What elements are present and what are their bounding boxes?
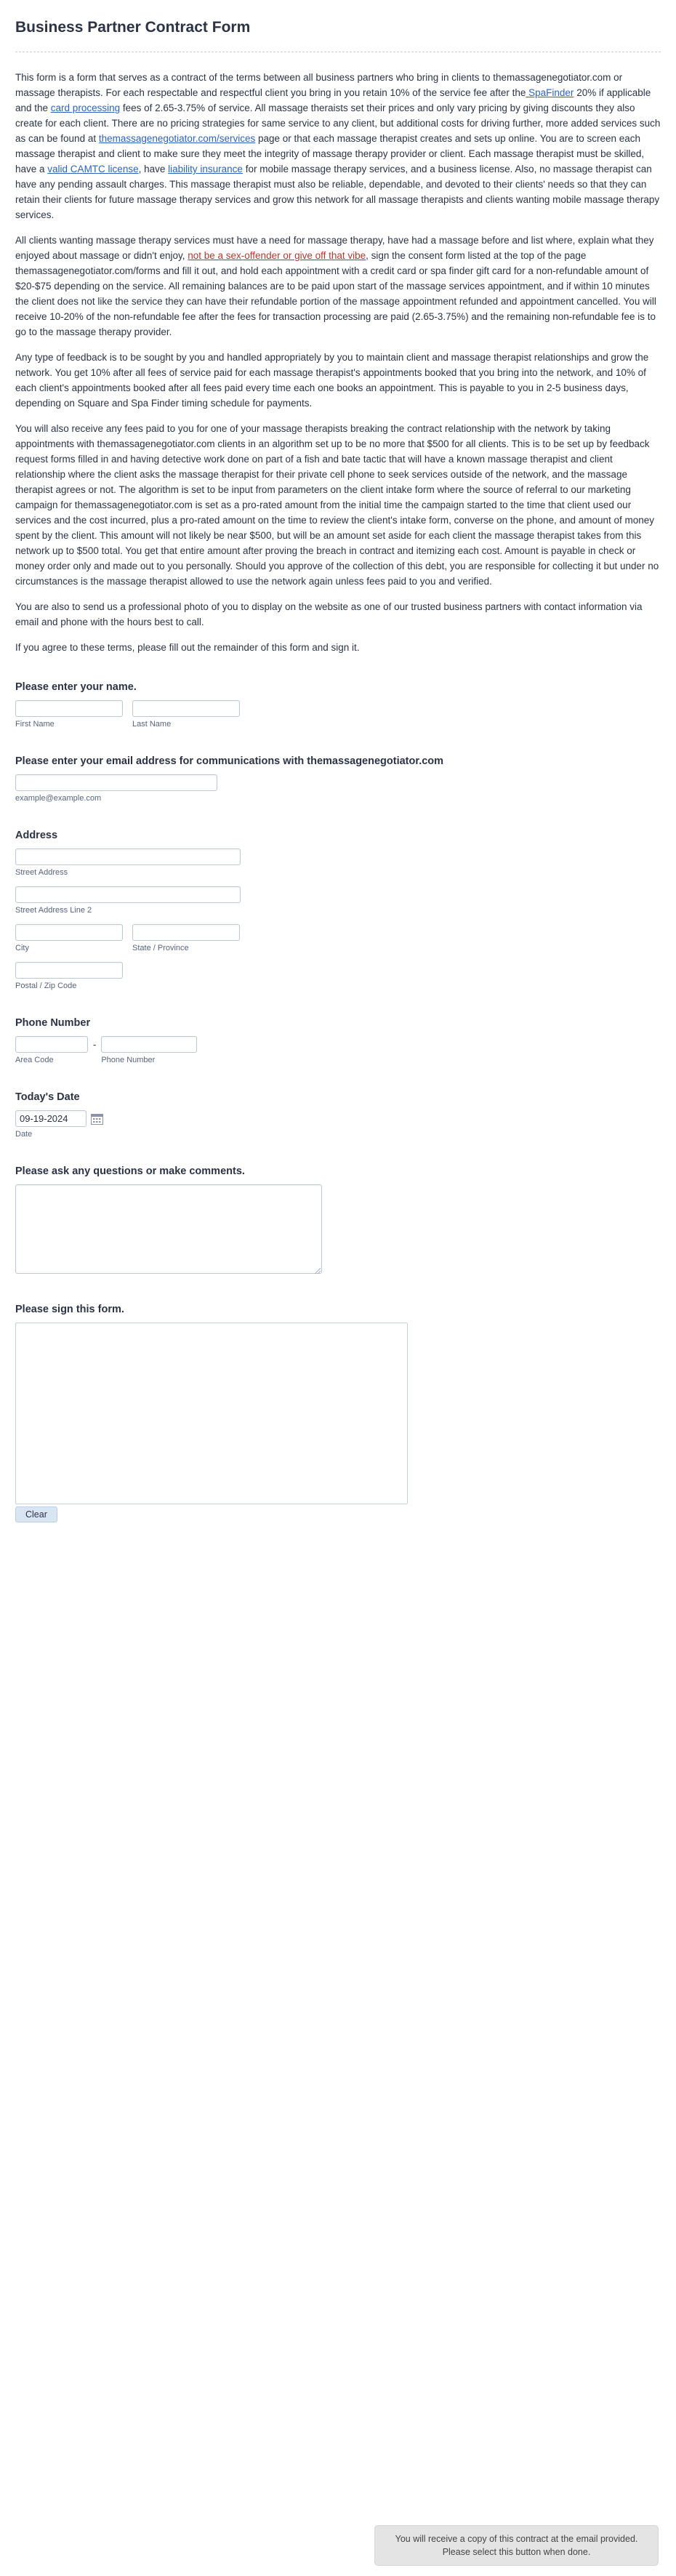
date-input-row: [15, 1110, 661, 1127]
city-input[interactable]: [15, 924, 123, 941]
street-address-line2-field: [15, 886, 661, 915]
date-input[interactable]: [15, 1110, 86, 1127]
address-question: [15, 830, 661, 991]
phone-inputs-row: [15, 1036, 661, 1065]
signature-pad[interactable]: [15, 1323, 408, 1504]
first-name-input[interactable]: [15, 700, 123, 717]
copy-notice-button[interactable]: You will receive a copy of this contract at the email provided. Please select this button when done.: [374, 2525, 659, 2566]
name-question-label: Please enter your name.: [15, 681, 137, 693]
state-field: [132, 924, 240, 953]
address-question-label: Address: [15, 830, 58, 841]
last-name-sublabel: Last Name: [132, 720, 172, 729]
contract-paragraph-2: All clients wanting massage therapy services must have a need for massage therapy, have had a massage before and list where, explain what they enjoyed about massage or didn't enjoy, not be a sex-offender or give off that vibe, sign the consent form listed at the top of the page themassagenegotiator.com/forms and fill it out, and hold each appointment with a credit card or spa finder gift card for a non-refundable amount of $20-$75 depending on the service. All remaining balances are to be paid upon start of the massage services appointment, and if within 10 minutes the client does not like the service they can have their refundable portion of the massage appointment refunded and appointment cancelled. You will receive 10-20% of the non-refundable fee after the fees for transaction processing are paid (2.65-3.75%) and the remaining non-refundable fee is to go to the massage therapy provider.: [15, 235, 656, 337]
first-name-field: [15, 700, 123, 729]
comments-question: [15, 1165, 661, 1277]
street-address-line2-sublabel: Street Address Line 2: [15, 906, 92, 915]
date-question: [15, 1091, 661, 1139]
phone-number-sublabel: Phone Number: [101, 1056, 156, 1064]
city-state-row: [15, 924, 661, 953]
city-sublabel: City: [15, 944, 29, 952]
email-field: [15, 774, 661, 803]
street-address-sublabel: Street Address: [15, 868, 68, 877]
calendar-picker-button[interactable]: [91, 1113, 103, 1125]
postal-code-field: [15, 962, 661, 991]
contract-paragraph-5: You are also to send us a professional photo of you to display on the website as one of our trusted business partners with contact information via email and phone with the hours best to call.: [15, 601, 643, 627]
comments-textarea[interactable]: [15, 1184, 322, 1274]
spafinder-link[interactable]: SpaFinder: [526, 87, 574, 98]
first-name-sublabel: First Name: [15, 720, 55, 729]
contract-paragraph-6: If you agree to these terms, please fill out the remainder of this form and sign it.: [15, 642, 360, 653]
comments-question-label: Please ask any questions or make comments.: [15, 1165, 245, 1177]
email-question: [15, 755, 661, 803]
phone-number-field: [101, 1036, 197, 1065]
date-question-label: Today's Date: [15, 1091, 80, 1103]
area-code-input[interactable]: [15, 1036, 88, 1053]
comments-field: [15, 1184, 322, 1277]
area-code-sublabel: Area Code: [15, 1056, 54, 1064]
signature-question-label: Please sign this form.: [15, 1304, 124, 1315]
state-sublabel: State / Province: [132, 944, 189, 952]
state-input[interactable]: [132, 924, 240, 941]
name-question: [15, 681, 661, 729]
phone-separator: -: [93, 1039, 97, 1050]
last-name-field: [132, 700, 240, 729]
contract-paragraph-1: This form is a form that serves as a contract of the terms between all business partners who bring in clients to themassagenegotiator.com or massage therapists. For each respectable and respectful client you bring in you retain 10% of the service fee after the SpaFinder 20% if applicable and the card processing fees of 2.65-3.75% of service. All massage theraists set their prices and only vary pricing by giving discounts they also create for each client. There are no pricing strategies for same service to any client, but additional costs for driving further, more added services such as can be found at themassagenegotiator.com/services page or that each massage therapist creates and sets up online. You are to screen each massage therapist and client to make sure they meet the integrity of massage therapy provider or client. Each massage therapist must be skilled, have a valid CAMTC license, have liability insurance for mobile massage therapy services, and a business license. Also, no massage therapist can have any pending assault charges. This massage therapist must also be reliable, dependable, and devoted to their clients' needs so that they can retain their clients for future massage therapy services and grow this network for all massage therapists and clients wanting mobile massage therapy services.: [15, 72, 661, 220]
date-field: [15, 1110, 661, 1139]
postal-code-input[interactable]: [15, 962, 123, 979]
name-inputs-row: [15, 700, 661, 729]
street-address-field: [15, 848, 661, 878]
email-input[interactable]: [15, 774, 217, 791]
page-title: Business Partner Contract Form: [15, 19, 251, 36]
postal-code-sublabel: Postal / Zip Code: [15, 982, 77, 990]
calendar-icon: [91, 1113, 103, 1125]
phone-question-label: Phone Number: [15, 1017, 91, 1029]
signature-clear-button[interactable]: Clear: [15, 1506, 57, 1522]
contract-paragraph-3: Any type of feedback is to be sought by you and handled appropriately by you to maintain client and massage therapist relationships and grow the network. You get 10% after all fees of service paid for each massage therapist's appointments booked that you bring into the network, and 10% of each client's appointments booked after all fees paid every time each one books an appointment. This is payable to you in 2-5 business days, depending on Square and Spa Finder timing schedule for payments.: [15, 352, 649, 409]
liability-insurance-link[interactable]: liability insurance: [168, 164, 243, 174]
street-address-input[interactable]: [15, 848, 241, 865]
email-sublabel: example@example.com: [15, 794, 102, 803]
camtc-license-link[interactable]: valid CAMTC license: [47, 164, 139, 174]
street-address-line2-input[interactable]: [15, 886, 241, 903]
city-field: [15, 924, 123, 953]
email-question-label: Please enter your email address for communications with themassagenegotiator.com: [15, 755, 444, 767]
signature-question: [15, 1304, 661, 1522]
card-processing-link[interactable]: card processing: [50, 103, 121, 113]
phone-number-input[interactable]: [101, 1036, 197, 1053]
area-code-field: [15, 1036, 88, 1065]
services-page-link[interactable]: themassagenegotiator.com/services: [98, 133, 256, 144]
sex-offender-link[interactable]: not be a sex-offender or give off that vibe: [188, 250, 366, 261]
phone-question: [15, 1017, 661, 1065]
date-sublabel: Date: [15, 1130, 33, 1139]
last-name-input[interactable]: [132, 700, 240, 717]
contract-paragraph-4: You will also receive any fees paid to you for one of your massage therapists breaking the contract relationship with the network by taking appointments with themassagenegotiator.com clients in an algorithm set up to be no more that $500 for all clients. This is to be set up by feedback request forms filled in and having detective work done on part of a fish and bate tactic that will have a known massage therapist and client relationship where the client asks the massage therapist for their private cell phone to seek services outside of the network, and the massage therapist agrees or not. The algorithm is set to be input from parameters on the client intake form where the source of referral to our marketing campaign for themassagenegotiator.com is set as a pro-rated amount from the initial time the campaign started to the time that client used our services and the cost incurred, plus a pro-rated amount on the time to review the client's intake form, converse on the phone, and amount of money spent by the client. This amount will not likely be near $500, but will be an amount set aside for each client the massage therapist takes from this network up to $500 total. You get that entire amount after proving the breach in contract and itemizing each cost. Amount is payable in check or money order only and made out to you personally. Should you approve of the collection of this debt, you are responsible for collecting it but under no circumstances is the massage therapist allowed to use the network again unless fees paid to you and verified.: [15, 423, 659, 587]
